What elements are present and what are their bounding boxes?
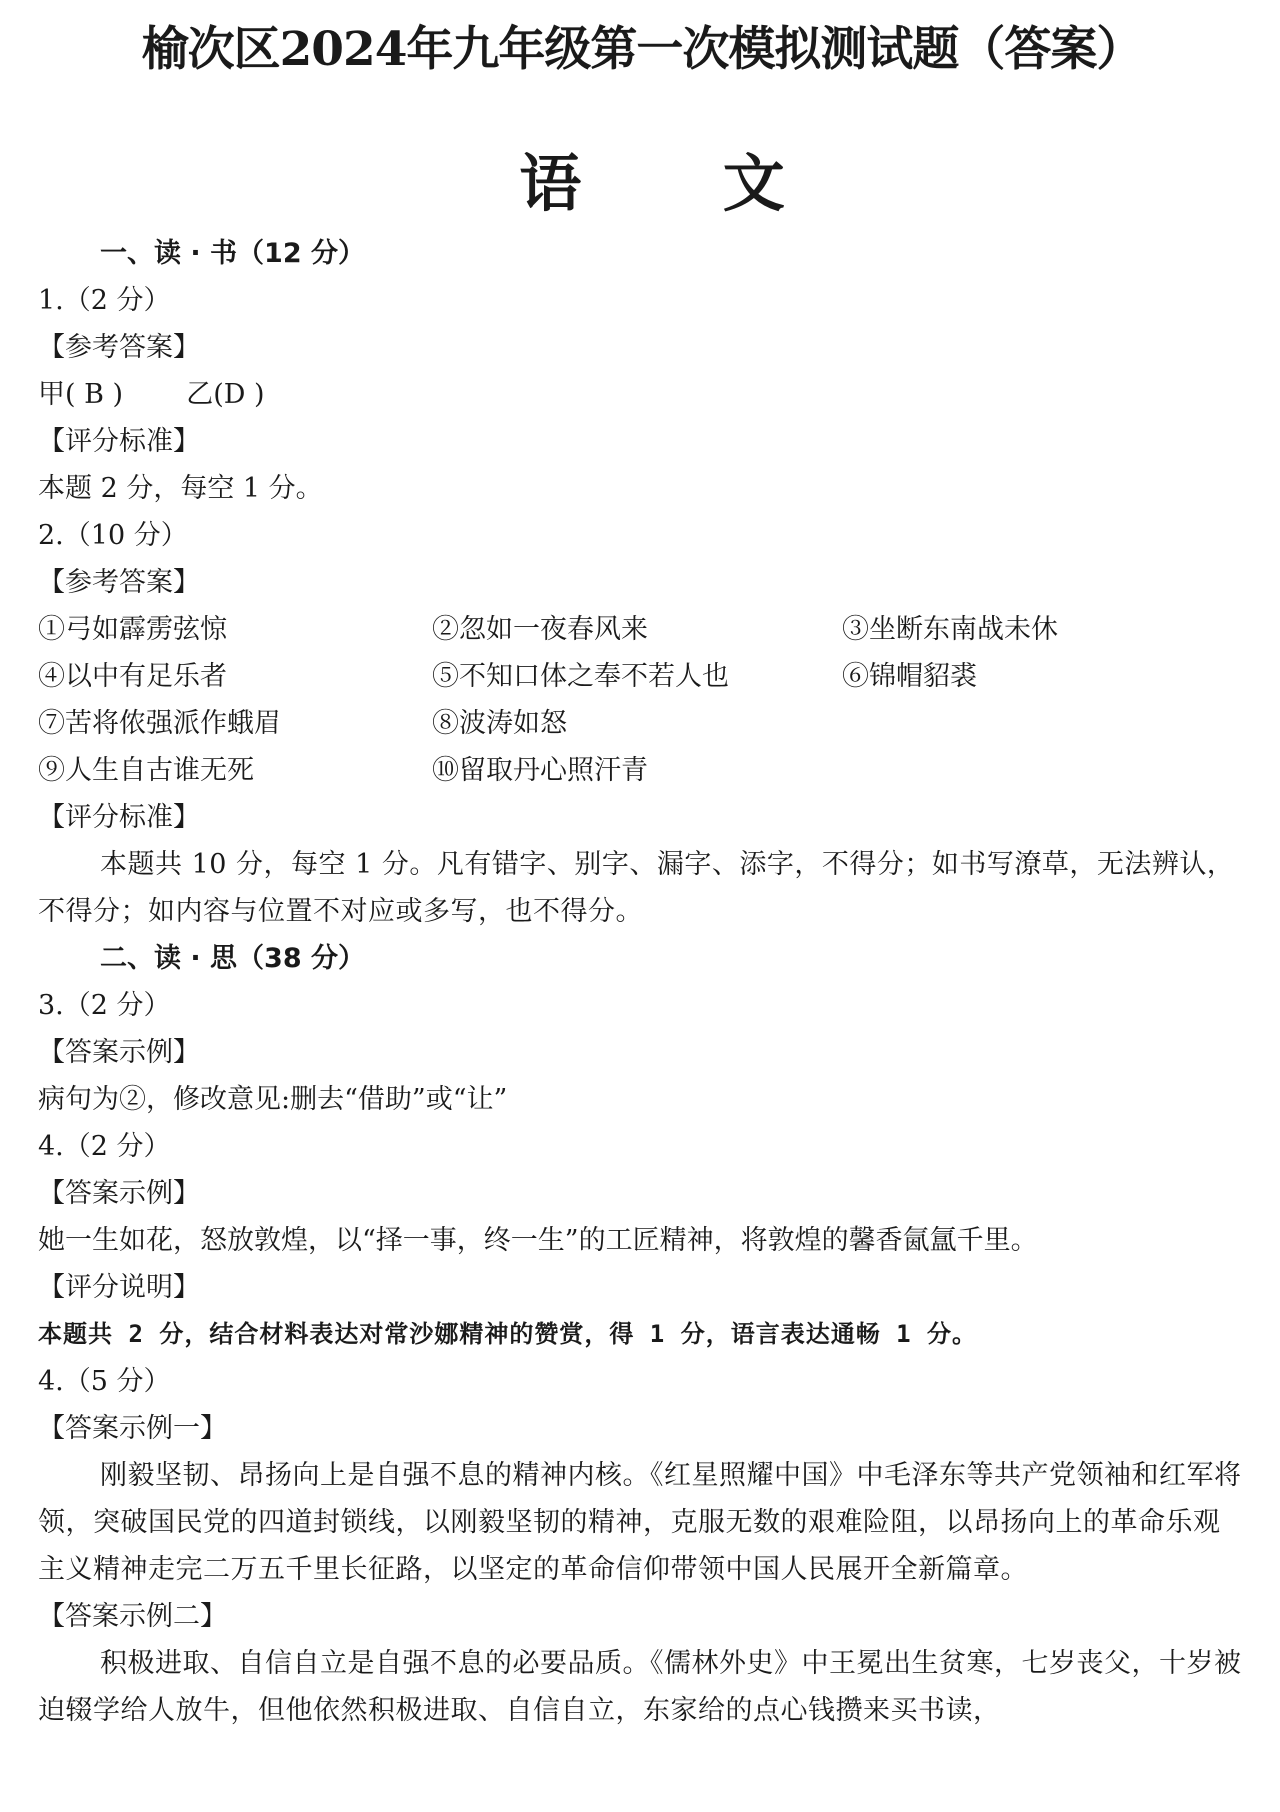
question-1-standard-tag: 【评分标准】 (38, 426, 200, 457)
question-3-label: 3.（2 分） (38, 990, 171, 1021)
blank-answer: ①弓如霹雳弦惊 (38, 614, 227, 645)
question-1-standard-text: 本题 2 分，每空 1 分。 (38, 473, 323, 504)
question-2-answer-tag: 【参考答案】 (38, 567, 200, 598)
question-4a-answer: 她一生如花，怒放敦煌，以“择一事，终一生”的工匠精神，将敦煌的馨香氤氲千里。 (38, 1225, 1038, 1256)
question-4b-example2-tag: 【答案示例二】 (38, 1601, 227, 1632)
blank-answer (842, 700, 1246, 747)
blank-answer: ④以中有足乐者 (38, 661, 227, 692)
blank-answer: ⑧波涛如怒 (432, 708, 567, 739)
answer-jia: 甲( B ) (38, 379, 124, 410)
question-4a-tag: 【答案示例】 (38, 1178, 200, 1209)
question-4b-example1-tag: 【答案示例一】 (38, 1413, 227, 1444)
question-3-tag: 【答案示例】 (38, 1037, 200, 1068)
question-1-answer (38, 371, 1246, 418)
question-2-answer-grid (38, 606, 1246, 794)
document-title: 榆次区2024年九年级第一次模拟测试题（答案） (141, 22, 1143, 77)
blank-answer: ③坐断东南战未休 (842, 614, 1058, 645)
section-heading-part2: 二、读 · 思（38 分） (100, 943, 366, 974)
question-2-label: 2.（10 分） (38, 520, 188, 551)
blank-answer: ⑥锦帽貂裘 (842, 661, 977, 692)
question-2-standard-tag: 【评分标准】 (38, 802, 200, 833)
blank-answer: ⑩留取丹心照汗青 (432, 755, 648, 786)
blank-answer: ⑤不知口体之奉不若人也 (432, 661, 729, 692)
question-2-standard-text: 本题共 10 分，每空 1 分。凡有错字、别字、漏字、添字，不得分；如书写潦草，无法辨认，不得分；如内容与位置不对应或多写，也不得分。 (38, 849, 1235, 927)
section-heading-part1: 一、读 · 书（12 分） (100, 238, 366, 269)
blank-answer (842, 747, 1246, 794)
question-4a-standard-text: 本题共 2 分，结合材料表达对常沙娜精神的赞赏，得 1 分，语言表达通畅 1 分。 (38, 1320, 978, 1348)
question-4b-example2-text: 积极进取、自信自立是自强不息的必要品质。《儒林外史》中王冕出生贫寒，七岁丧父，十岁被迫辍学给人放牛，但他依然积极进取、自信自立，东家给的点心钱攒来买书读， (38, 1648, 1242, 1726)
blank-answer: ②忽如一夜春风来 (432, 614, 648, 645)
question-4b-example1-text: 刚毅坚韧、昂扬向上是自强不息的精神内核。《红星照耀中国》中毛泽东等共产党领袖和红军将领，突破国民党的四道封锁线，以刚毅坚韧的精神，克服无数的艰难险阻，以昂扬向上的革命乐观主义精神走完二万五千里长征路，以坚定的革命信仰带领中国人民展开全新篇章。 (38, 1460, 1242, 1585)
question-1-answer-tag: 【参考答案】 (38, 332, 200, 363)
question-4a-label: 4.（2 分） (38, 1131, 171, 1162)
subject-title: 语 文 (519, 147, 845, 220)
question-1-label: 1.（2 分） (38, 285, 171, 316)
blank-answer: ⑨人生自古谁无死 (38, 755, 254, 786)
question-3-answer: 病句为②，修改意见:删去“借助”或“让” (38, 1084, 508, 1115)
answer-yi: 乙(D ) (186, 379, 265, 410)
question-4a-standard-tag: 【评分说明】 (38, 1272, 200, 1303)
question-4b-label: 4.（5 分） (38, 1366, 171, 1397)
blank-answer: ⑦苦将侬强派作蛾眉 (38, 708, 281, 739)
